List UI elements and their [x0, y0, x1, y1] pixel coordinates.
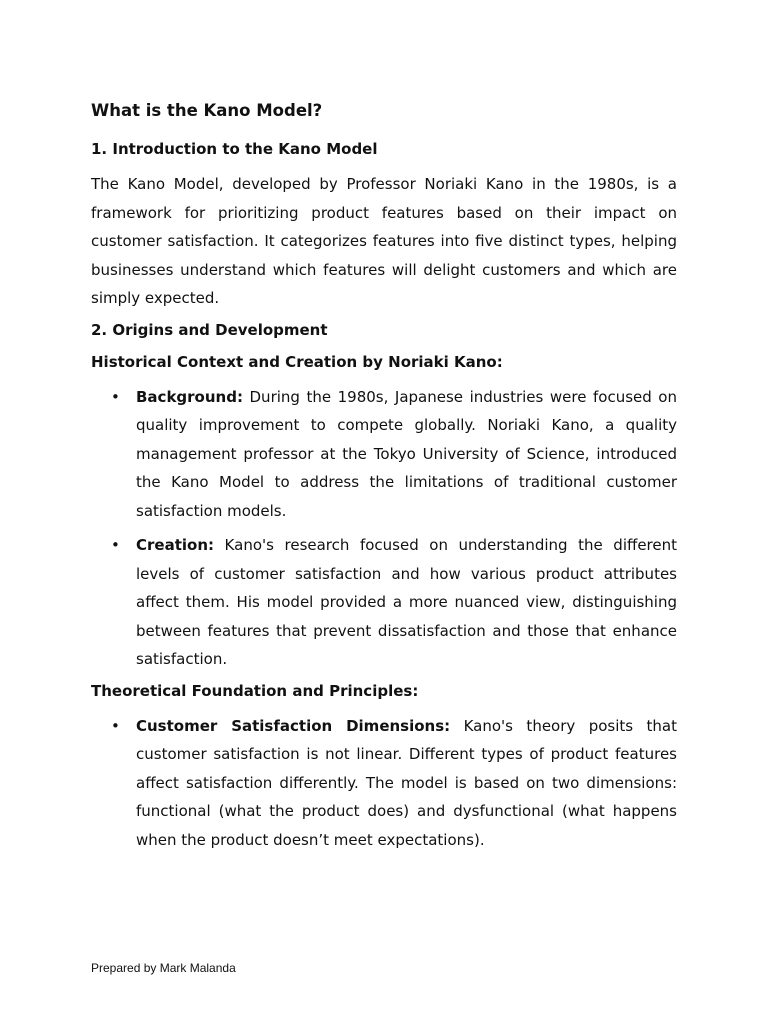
section-heading-origins: 2. Origins and Development	[91, 320, 328, 339]
list-item-text: During the 1980s, Japanese industries were focused on quality improvement to compete globally. Noriaki Kano, a quality management professor at the Tokyo University of Science, introduced the Kano Model to address the limitations of traditional customer satisfaction models.	[136, 387, 677, 520]
historical-context-list	[91, 383, 677, 674]
bullet-icon: •	[111, 387, 120, 406]
list-item-label: Background:	[136, 387, 243, 406]
list-item-text: Kano's theory posits that customer satisfaction is not linear. Different types of product features affect satisfaction differently. The model is based on two dimensions: functional (what the product does) and dysfunctional (what happens when the product doesn’t meet expectations).	[136, 716, 678, 849]
section-heading-introduction: 1. Introduction to the Kano Model	[91, 140, 378, 158]
bullet-icon: •	[111, 716, 120, 735]
list-item-label: Customer Satisfaction Dimensions:	[136, 716, 451, 735]
theoretical-foundation-list	[91, 712, 677, 855]
list-item-label: Creation:	[136, 536, 214, 554]
list-item-background	[91, 383, 677, 526]
list-item-text: Kano's research focused on understanding the different levels of customer satisfaction and how various product attributes affect them. His model provided a more nuanced view, distinguishing between features that prevent dissatisfaction and those that enhance satisfaction.	[136, 536, 677, 668]
document-page	[91, 100, 677, 860]
list-item-customer-satisfaction-dimensions	[91, 712, 677, 855]
subsection-heading-historical-context: Historical Context and Creation by Noriaki Kano:	[91, 352, 503, 371]
subsection-heading-theoretical-foundation: Theoretical Foundation and Principles:	[91, 681, 419, 700]
introduction-paragraph: The Kano Model, developed by Professor Noriaki Kano in the 1980s, is a framework for prioritizing product features based on their impact on customer satisfaction. It categorizes features into five distinct types, helping businesses understand which features will delight customers and which are simply expected.	[91, 175, 677, 307]
list-item-creation	[91, 531, 677, 674]
bullet-icon: •	[111, 536, 120, 554]
page-title: What is the Kano Model?	[91, 101, 323, 120]
page-footer: Prepared by Mark Malanda	[91, 961, 236, 975]
